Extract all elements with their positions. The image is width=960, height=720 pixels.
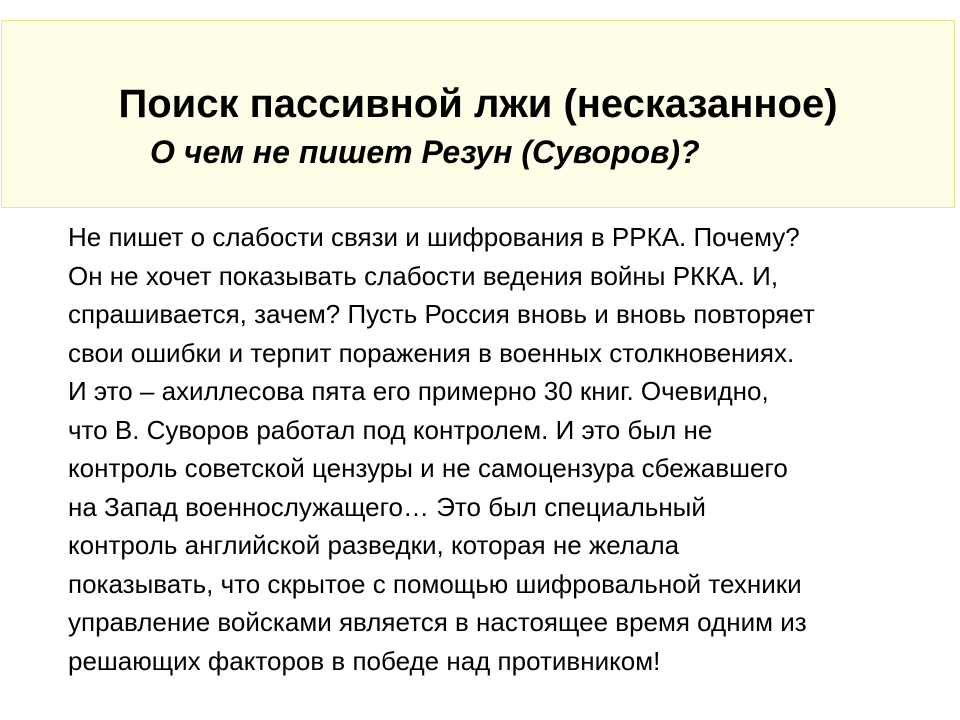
body-line: на Запад военнослужащего… Это был специальный — [68, 491, 706, 522]
body-line: управление войсками является в настоящее время одним из — [68, 607, 807, 637]
body-line: И это – ахиллесова пята его примерно 30 книг. Очевидно, — [68, 376, 769, 406]
slide-subtitle: О чем не пишет Резун (Суворов)? — [150, 134, 700, 170]
body-line: Он не хочет показывать слабости ведения войны РККА. И, — [68, 260, 779, 291]
body-line: показывать, что скрытое с помощью шифровальной техники — [68, 568, 802, 599]
body-line: решающих факторов в победе над противником! — [68, 645, 661, 676]
body-line: что В. Суворов работал под контролем. И это был не — [68, 414, 713, 445]
body-line: свои ошибки и терпит поражения в военных столкновениях. — [68, 337, 795, 368]
slide-title: Поиск пассивной лжи (несказанное) — [118, 82, 838, 126]
body-line: контроль английской разведки, которая не желала — [68, 530, 680, 560]
body-line: контроль советской цензуры и не самоцензура сбежавшего — [68, 453, 788, 483]
body-text — [68, 218, 918, 680]
title-box — [1, 20, 955, 208]
body-line: Не пишет о слабости связи и шифрования в РРКА. Почему? — [68, 222, 800, 252]
body-line: спрашивается, зачем? Пусть Россия вновь и вновь повторяет — [68, 299, 815, 329]
